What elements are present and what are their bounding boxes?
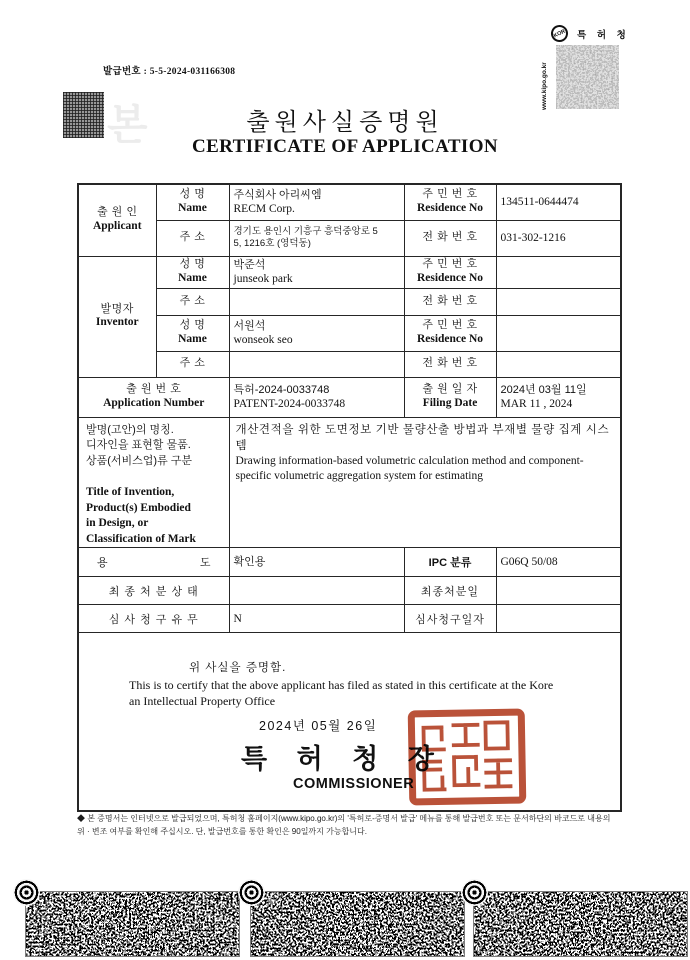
title-label-en-1: Title of Invention,: [86, 486, 175, 499]
final-status-row: [78, 577, 621, 605]
inventor1-name-row: [78, 256, 621, 288]
kipo-url-label: www.kipo.go.kr: [541, 62, 548, 110]
verification-footnote: ◆ 본 증명서는 인터넷으로 발급되었으며, 특허청 홈페이지(www.kipo.go.kr)의 '특허로-증명서 발급' 메뉴를 통해 발급번호 또는 문서하단의 바코드로 내용의 위 · 변조 여부를 확인해 주십시오. 단, 발급번호를 통한 확인은 90일까지 가능합니다.: [77, 814, 611, 836]
invention-title-ko: 개산견적을 위한 도면정보 기반 물량산출 방법과 부재별 물량 집계 시스템: [235, 423, 610, 452]
exam-request-label-cell: 심 사 청 구 유 무: [78, 605, 229, 633]
issue-number-label: 발급번호 :: [103, 67, 148, 77]
ipc-value-cell: G06Q 50/08: [496, 548, 621, 577]
application-number-label-en: Application Number: [103, 396, 205, 409]
ipc-label-cell: IPC 분류: [404, 548, 496, 577]
tel-label-cell: [404, 351, 496, 377]
inventor2-name-ko: 서원석: [233, 319, 266, 332]
name-label-en: Name: [178, 332, 207, 345]
applicant-name-row: [78, 184, 621, 220]
certification-row: [78, 633, 621, 811]
inventor1-address-row: [78, 288, 621, 315]
resno-label-ko: 주 민 번 호: [422, 319, 478, 332]
usage-label-cell: [78, 548, 229, 577]
tel-label-ko: 전 화 번 호: [422, 357, 478, 370]
application-number-label-ko: 출 원 번 호: [126, 383, 182, 396]
resno-label-cell: [404, 184, 496, 220]
name-label-ko: 성 명: [179, 319, 206, 332]
title-label-en-2: Product(s) Embodied: [86, 501, 191, 514]
resno-label-cell: [404, 256, 496, 288]
inventor1-name-cell: [229, 256, 404, 288]
name-label-en: Name: [178, 202, 207, 215]
resno-label-cell: [404, 315, 496, 351]
inventor1-name-ko: 박준석: [233, 258, 266, 271]
invention-title-value-cell: [229, 417, 621, 548]
barcode-1: [25, 891, 240, 957]
bullseye-icon: [238, 879, 265, 906]
inventor-group-en: Inventor: [95, 316, 139, 329]
filing-date-label-en: Filing Date: [422, 396, 478, 409]
usage-label-left: 용: [97, 557, 108, 570]
applicant-name-en: RECM Corp.: [233, 203, 295, 216]
applicant-resno-cell: [496, 184, 621, 220]
final-date-label-cell: 최종처분일: [404, 577, 496, 605]
applicant-tel: 031-302-1216: [500, 231, 566, 244]
applicant-group-ko: 출 원 인: [97, 206, 138, 219]
applicant-addr-2: 5, 1216호 (영덕동): [233, 238, 311, 249]
application-number-row: [78, 377, 621, 417]
barcode-2: [250, 891, 465, 957]
applicant-group-en: Applicant: [92, 220, 142, 233]
addr-label-ko: 주 소: [179, 357, 206, 370]
resno-label-en: Residence No: [416, 271, 484, 284]
filing-date-label-ko: 출 원 일 자: [422, 383, 478, 396]
name-label-ko: 성 명: [179, 188, 206, 201]
copy-watermark: 본: [107, 101, 148, 148]
commissioner-seal: [407, 708, 527, 806]
certify-statement-en-1: This is to certify that the above applicant has filed as stated in this certificate at the Kore: [129, 678, 554, 693]
certify-statement-en-2: an Intellectual Property Office: [129, 693, 276, 708]
title-label-ko-3: 상품(서비스업)류 구분: [86, 455, 193, 468]
title-label-en-3: in Design, or: [86, 517, 149, 530]
commissioner-title-ko: 특 허 청 장: [241, 744, 435, 775]
issue-number-line: [103, 63, 235, 77]
exam-request-value-cell: N: [229, 605, 404, 633]
inventor1-resno-cell: [496, 256, 621, 288]
applicant-name-cell: [229, 184, 404, 220]
tel-label-ko: 전 화 번 호: [422, 231, 478, 244]
inventor2-name-row: [78, 315, 621, 351]
exam-date-label-cell: 심사청구일자: [404, 605, 496, 633]
addr-label-ko: 주 소: [179, 231, 206, 244]
usage-label-right: 도: [199, 557, 211, 570]
bullseye-icon: [13, 879, 40, 906]
applicant-addr-1: 경기도 용인시 기흥구 흥덕중앙로 5: [233, 225, 378, 237]
certificate-issue-date: 2024년 05월 26일: [259, 719, 378, 734]
addr-label-cell: [156, 351, 229, 377]
certify-statement-ko: 위 사실을 증명함.: [189, 662, 287, 675]
inventor-group-ko: 발명자: [100, 302, 134, 315]
addr-label-cell: [156, 220, 229, 256]
inventor2-resno-cell: [496, 315, 621, 351]
resno-label-ko: 주 민 번 호: [422, 258, 478, 271]
applicant-group-cell: [78, 184, 156, 256]
certify-statement-en: [129, 678, 611, 709]
kipo-agency-label: 특 허 청: [577, 30, 630, 41]
kor-arrow-icon: [548, 22, 571, 45]
name-label-cell: [156, 184, 229, 220]
certification-cell: [78, 633, 621, 811]
issue-number-value: 5-5-2024-031166308: [149, 67, 236, 77]
invention-title-row: [78, 417, 621, 548]
application-number-cell: [229, 377, 404, 417]
inventor2-address-cell: [229, 351, 404, 377]
name-label-cell: [156, 315, 229, 351]
inventor1-name-en: junseok park: [233, 272, 293, 285]
usage-value-cell: [229, 548, 404, 577]
title-label-ko-2: 디자인을 표현할 물품.: [86, 439, 191, 452]
addr-label-cell: [156, 288, 229, 315]
final-status-label-cell: 최 종 처 분 상 태: [78, 577, 229, 605]
inventor2-address-row: [78, 351, 621, 377]
invention-title-en: Drawing information-based volumetric calculation method and component-specific volumetric aggregation system for estimating: [235, 454, 584, 482]
application-number-label-cell: [78, 377, 229, 417]
applicant-address-row: [78, 220, 621, 256]
usage-row: [78, 548, 621, 577]
title-label-en-4: Classification of Mark: [86, 532, 196, 545]
invention-title-label-cell: [78, 417, 229, 548]
filing-date-en: MAR 11 , 2024: [500, 397, 573, 410]
inventor2-tel-cell: [496, 351, 621, 377]
applicant-name-ko: 주식회사 아리씨엠: [233, 188, 322, 201]
tel-label-ko: 전 화 번 호: [422, 294, 478, 307]
inventor1-tel-cell: [496, 288, 621, 315]
qr-code: [556, 45, 619, 109]
final-status-value-cell: [229, 577, 404, 605]
filing-date-label-cell: [404, 377, 496, 417]
filing-date-cell: [496, 377, 621, 417]
barcode-3: [473, 891, 688, 957]
addr-label-ko: 주 소: [179, 294, 206, 307]
applicant-tel-cell: [496, 220, 621, 256]
kor-label: KOR: [552, 28, 567, 39]
application-number-ko: 특허-2024-0033748: [233, 383, 330, 396]
tel-label-cell: [404, 220, 496, 256]
document-title-korean: 출원사실증명원: [246, 109, 444, 136]
document-title-english: CERTIFICATE OF APPLICATION: [191, 136, 499, 157]
application-table: [77, 183, 622, 812]
resno-label-en: Residence No: [416, 202, 484, 215]
usage-value: 확인용: [233, 556, 266, 569]
application-number-en: PATENT-2024-0033748: [233, 397, 346, 410]
applicant-resno: 134511-0644474: [500, 196, 579, 209]
name-label-cell: [156, 256, 229, 288]
tel-label-cell: [404, 288, 496, 315]
inventor1-address-cell: [229, 288, 404, 315]
commissioner-title-en: COMMISSIONER: [293, 776, 415, 793]
inventor2-name-cell: [229, 315, 404, 351]
resno-label-en: Residence No: [416, 332, 484, 345]
inventor2-name-en: wonseok seo: [233, 333, 293, 346]
bullseye-icon: [461, 879, 488, 906]
name-label-en: Name: [178, 271, 207, 284]
exam-request-row: [78, 605, 621, 633]
applicant-address-cell: [229, 220, 404, 256]
final-date-value-cell: [496, 577, 621, 605]
resno-label-ko: 주 민 번 호: [422, 188, 478, 201]
inventor-group-cell: [78, 256, 156, 377]
filing-date-ko: 2024년 03월 11일: [500, 383, 587, 396]
exam-date-value-cell: [496, 605, 621, 633]
title-label-ko-1: 발명(고안)의 명칭.: [86, 423, 174, 436]
name-label-ko: 성 명: [179, 258, 206, 271]
